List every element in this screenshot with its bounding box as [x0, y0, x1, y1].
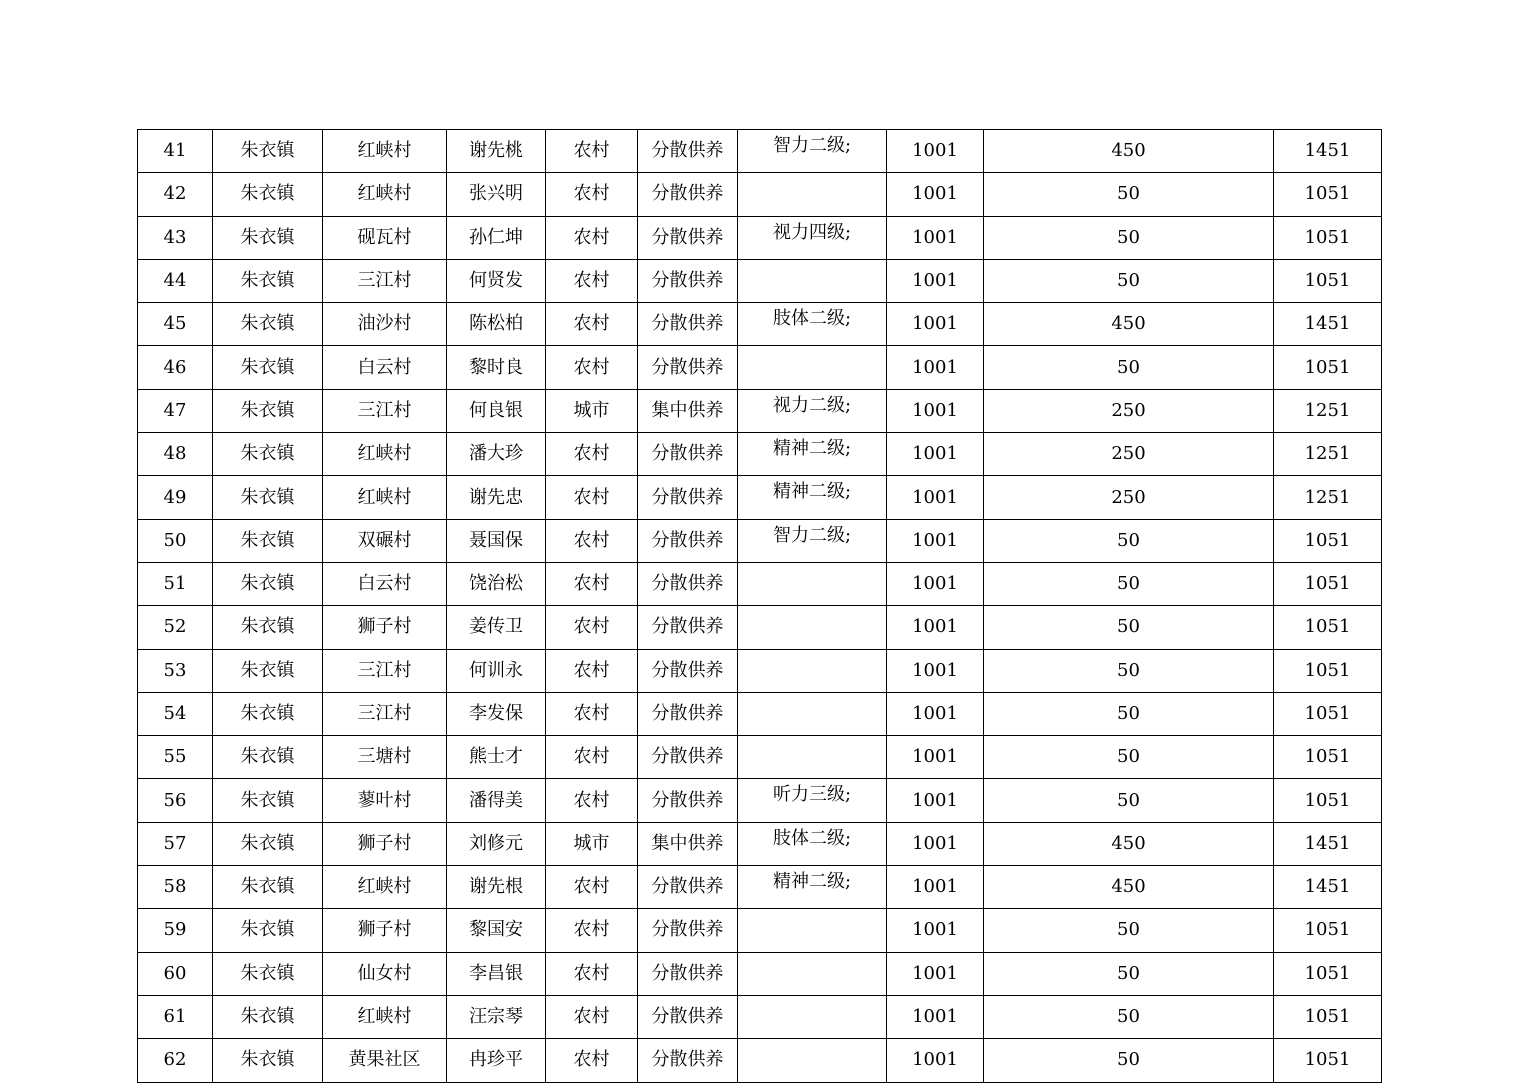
row-number-cell: 44: [138, 259, 213, 302]
subsidy-amount-cell: 250: [984, 476, 1274, 519]
support-type-cell: 分散供养: [638, 606, 738, 649]
name-cell: 潘得美: [447, 779, 546, 822]
table-row: [138, 822, 1382, 865]
support-type-cell: 分散供养: [638, 519, 738, 562]
base-amount-cell: 1001: [887, 346, 984, 389]
name-cell: 潘大珍: [447, 433, 546, 476]
table-body: [138, 130, 1382, 1083]
base-amount-cell: 1001: [887, 909, 984, 952]
subsidy-amount-cell: 450: [984, 130, 1274, 173]
name-cell: 聂国保: [447, 519, 546, 562]
subsidy-amount-cell: 250: [984, 389, 1274, 432]
table-row: [138, 952, 1382, 995]
village-cell: 油沙村: [323, 303, 447, 346]
table-row: [138, 303, 1382, 346]
subsidy-amount-cell: 50: [984, 952, 1274, 995]
total-amount-cell: 1051: [1274, 692, 1382, 735]
table-row: [138, 346, 1382, 389]
village-cell: 狮子村: [323, 606, 447, 649]
subsidy-amount-cell: 50: [984, 779, 1274, 822]
total-amount-cell: 1251: [1274, 476, 1382, 519]
table-row: [138, 476, 1382, 519]
area-type-cell: 农村: [546, 303, 638, 346]
total-amount-cell: 1451: [1274, 303, 1382, 346]
area-type-cell: 农村: [546, 649, 638, 692]
disability-level-cell: [738, 259, 887, 302]
support-type-cell: 分散供养: [638, 216, 738, 259]
name-cell: 黎时良: [447, 346, 546, 389]
village-cell: 三塘村: [323, 736, 447, 779]
table-row: [138, 389, 1382, 432]
disability-level-cell: 肢体二级;: [738, 822, 887, 865]
row-number-cell: 56: [138, 779, 213, 822]
name-cell: 饶治松: [447, 562, 546, 605]
area-type-cell: 农村: [546, 692, 638, 735]
total-amount-cell: 1051: [1274, 562, 1382, 605]
row-number-cell: 54: [138, 692, 213, 735]
subsidy-amount-cell: 50: [984, 259, 1274, 302]
disability-level-cell: 视力二级;: [738, 389, 887, 432]
town-cell: 朱衣镇: [213, 909, 323, 952]
name-cell: 谢先桃: [447, 130, 546, 173]
area-type-cell: 城市: [546, 822, 638, 865]
support-type-cell: 分散供养: [638, 562, 738, 605]
support-type-cell: 分散供养: [638, 303, 738, 346]
total-amount-cell: 1051: [1274, 173, 1382, 216]
name-cell: 汪宗琴: [447, 995, 546, 1038]
row-number-cell: 57: [138, 822, 213, 865]
base-amount-cell: 1001: [887, 303, 984, 346]
support-type-cell: 分散供养: [638, 173, 738, 216]
name-cell: 冉珍平: [447, 1039, 546, 1082]
village-cell: 砚瓦村: [323, 216, 447, 259]
support-type-cell: 分散供养: [638, 346, 738, 389]
row-number-cell: 41: [138, 130, 213, 173]
village-cell: 黄果社区: [323, 1039, 447, 1082]
base-amount-cell: 1001: [887, 779, 984, 822]
support-type-cell: 分散供养: [638, 952, 738, 995]
area-type-cell: 农村: [546, 130, 638, 173]
name-cell: 姜传卫: [447, 606, 546, 649]
base-amount-cell: 1001: [887, 476, 984, 519]
support-type-cell: 分散供养: [638, 995, 738, 1038]
row-number-cell: 62: [138, 1039, 213, 1082]
subsidy-amount-cell: 50: [984, 1039, 1274, 1082]
area-type-cell: 农村: [546, 606, 638, 649]
base-amount-cell: 1001: [887, 866, 984, 909]
name-cell: 黎国安: [447, 909, 546, 952]
support-type-cell: 分散供养: [638, 130, 738, 173]
disability-level-cell: [738, 346, 887, 389]
village-cell: 红峡村: [323, 476, 447, 519]
town-cell: 朱衣镇: [213, 606, 323, 649]
total-amount-cell: 1051: [1274, 606, 1382, 649]
area-type-cell: 农村: [546, 952, 638, 995]
base-amount-cell: 1001: [887, 649, 984, 692]
town-cell: 朱衣镇: [213, 692, 323, 735]
support-type-cell: 分散供养: [638, 779, 738, 822]
total-amount-cell: 1051: [1274, 649, 1382, 692]
disability-level-cell: 智力二级;: [738, 130, 887, 173]
town-cell: 朱衣镇: [213, 562, 323, 605]
row-number-cell: 61: [138, 995, 213, 1038]
support-type-cell: 分散供养: [638, 692, 738, 735]
total-amount-cell: 1051: [1274, 736, 1382, 779]
base-amount-cell: 1001: [887, 216, 984, 259]
total-amount-cell: 1451: [1274, 822, 1382, 865]
area-type-cell: 农村: [546, 562, 638, 605]
disability-level-cell: 智力二级;: [738, 519, 887, 562]
subsidy-amount-cell: 50: [984, 736, 1274, 779]
table-row: [138, 216, 1382, 259]
village-cell: 红峡村: [323, 995, 447, 1038]
base-amount-cell: 1001: [887, 995, 984, 1038]
base-amount-cell: 1001: [887, 519, 984, 562]
total-amount-cell: 1051: [1274, 995, 1382, 1038]
support-type-cell: 分散供养: [638, 866, 738, 909]
disability-level-cell: [738, 173, 887, 216]
name-cell: 刘修元: [447, 822, 546, 865]
row-number-cell: 59: [138, 909, 213, 952]
name-cell: 熊士才: [447, 736, 546, 779]
village-cell: 白云村: [323, 562, 447, 605]
total-amount-cell: 1051: [1274, 259, 1382, 302]
town-cell: 朱衣镇: [213, 433, 323, 476]
disability-level-cell: [738, 995, 887, 1038]
base-amount-cell: 1001: [887, 433, 984, 476]
base-amount-cell: 1001: [887, 952, 984, 995]
subsidy-amount-cell: 50: [984, 692, 1274, 735]
table-row: [138, 649, 1382, 692]
subsidy-amount-cell: 50: [984, 519, 1274, 562]
village-cell: 红峡村: [323, 173, 447, 216]
row-number-cell: 52: [138, 606, 213, 649]
subsidy-amount-cell: 450: [984, 303, 1274, 346]
village-cell: 白云村: [323, 346, 447, 389]
support-type-cell: 分散供养: [638, 259, 738, 302]
disability-level-cell: 听力三级;: [738, 779, 887, 822]
total-amount-cell: 1051: [1274, 519, 1382, 562]
total-amount-cell: 1051: [1274, 216, 1382, 259]
disability-level-cell: 视力四级;: [738, 216, 887, 259]
town-cell: 朱衣镇: [213, 866, 323, 909]
area-type-cell: 农村: [546, 346, 638, 389]
row-number-cell: 45: [138, 303, 213, 346]
base-amount-cell: 1001: [887, 606, 984, 649]
row-number-cell: 50: [138, 519, 213, 562]
row-number-cell: 48: [138, 433, 213, 476]
total-amount-cell: 1051: [1274, 779, 1382, 822]
town-cell: 朱衣镇: [213, 995, 323, 1038]
table-row: [138, 519, 1382, 562]
disability-level-cell: [738, 649, 887, 692]
table-row: [138, 779, 1382, 822]
disability-level-cell: [738, 692, 887, 735]
base-amount-cell: 1001: [887, 736, 984, 779]
base-amount-cell: 1001: [887, 1039, 984, 1082]
table-row: [138, 259, 1382, 302]
town-cell: 朱衣镇: [213, 130, 323, 173]
disability-level-cell: [738, 562, 887, 605]
town-cell: 朱衣镇: [213, 346, 323, 389]
total-amount-cell: 1051: [1274, 1039, 1382, 1082]
row-number-cell: 49: [138, 476, 213, 519]
subsidy-amount-cell: 450: [984, 866, 1274, 909]
area-type-cell: 农村: [546, 1039, 638, 1082]
support-type-cell: 分散供养: [638, 909, 738, 952]
name-cell: 何训永: [447, 649, 546, 692]
village-cell: 仙女村: [323, 952, 447, 995]
support-type-cell: 分散供养: [638, 476, 738, 519]
table-row: [138, 995, 1382, 1038]
village-cell: 红峡村: [323, 130, 447, 173]
base-amount-cell: 1001: [887, 389, 984, 432]
area-type-cell: 农村: [546, 259, 638, 302]
area-type-cell: 农村: [546, 866, 638, 909]
town-cell: 朱衣镇: [213, 519, 323, 562]
disability-level-cell: [738, 952, 887, 995]
village-cell: 红峡村: [323, 866, 447, 909]
table-row: [138, 736, 1382, 779]
name-cell: 陈松柏: [447, 303, 546, 346]
name-cell: 何良银: [447, 389, 546, 432]
area-type-cell: 农村: [546, 995, 638, 1038]
subsidy-amount-cell: 250: [984, 433, 1274, 476]
support-type-cell: 分散供养: [638, 649, 738, 692]
disability-level-cell: 精神二级;: [738, 866, 887, 909]
name-cell: 张兴明: [447, 173, 546, 216]
village-cell: 蓼叶村: [323, 779, 447, 822]
table-row: [138, 606, 1382, 649]
town-cell: 朱衣镇: [213, 649, 323, 692]
village-cell: 三江村: [323, 692, 447, 735]
support-type-cell: 集中供养: [638, 389, 738, 432]
disability-level-cell: [738, 606, 887, 649]
town-cell: 朱衣镇: [213, 303, 323, 346]
town-cell: 朱衣镇: [213, 1039, 323, 1082]
row-number-cell: 46: [138, 346, 213, 389]
village-cell: 双碾村: [323, 519, 447, 562]
subsidy-amount-cell: 50: [984, 649, 1274, 692]
area-type-cell: 农村: [546, 433, 638, 476]
name-cell: 李发保: [447, 692, 546, 735]
table-row: [138, 909, 1382, 952]
row-number-cell: 42: [138, 173, 213, 216]
row-number-cell: 51: [138, 562, 213, 605]
town-cell: 朱衣镇: [213, 822, 323, 865]
row-number-cell: 55: [138, 736, 213, 779]
village-cell: 三江村: [323, 259, 447, 302]
name-cell: 何贤发: [447, 259, 546, 302]
area-type-cell: 城市: [546, 389, 638, 432]
row-number-cell: 60: [138, 952, 213, 995]
table-row: [138, 866, 1382, 909]
base-amount-cell: 1001: [887, 562, 984, 605]
town-cell: 朱衣镇: [213, 173, 323, 216]
name-cell: 孙仁坤: [447, 216, 546, 259]
data-table: [137, 129, 1382, 1083]
town-cell: 朱衣镇: [213, 779, 323, 822]
disability-level-cell: 肢体二级;: [738, 303, 887, 346]
total-amount-cell: 1251: [1274, 389, 1382, 432]
table-row: [138, 130, 1382, 173]
town-cell: 朱衣镇: [213, 476, 323, 519]
row-number-cell: 43: [138, 216, 213, 259]
table-row: [138, 562, 1382, 605]
village-cell: 红峡村: [323, 433, 447, 476]
base-amount-cell: 1001: [887, 259, 984, 302]
subsidy-amount-cell: 50: [984, 606, 1274, 649]
disability-level-cell: 精神二级;: [738, 433, 887, 476]
row-number-cell: 58: [138, 866, 213, 909]
table-row: [138, 692, 1382, 735]
base-amount-cell: 1001: [887, 173, 984, 216]
town-cell: 朱衣镇: [213, 952, 323, 995]
area-type-cell: 农村: [546, 779, 638, 822]
total-amount-cell: 1451: [1274, 130, 1382, 173]
support-type-cell: 分散供养: [638, 433, 738, 476]
area-type-cell: 农村: [546, 173, 638, 216]
total-amount-cell: 1051: [1274, 952, 1382, 995]
subsidy-amount-cell: 450: [984, 822, 1274, 865]
total-amount-cell: 1251: [1274, 433, 1382, 476]
village-cell: 三江村: [323, 649, 447, 692]
table-row: [138, 1039, 1382, 1082]
village-cell: 三江村: [323, 389, 447, 432]
name-cell: 谢先忠: [447, 476, 546, 519]
table-row: [138, 433, 1382, 476]
area-type-cell: 农村: [546, 476, 638, 519]
disability-level-cell: 精神二级;: [738, 476, 887, 519]
village-cell: 狮子村: [323, 909, 447, 952]
subsidy-amount-cell: 50: [984, 909, 1274, 952]
village-cell: 狮子村: [323, 822, 447, 865]
town-cell: 朱衣镇: [213, 736, 323, 779]
support-type-cell: 分散供养: [638, 1039, 738, 1082]
town-cell: 朱衣镇: [213, 216, 323, 259]
base-amount-cell: 1001: [887, 822, 984, 865]
disability-level-cell: [738, 909, 887, 952]
subsidy-amount-cell: 50: [984, 562, 1274, 605]
subsidy-amount-cell: 50: [984, 995, 1274, 1038]
town-cell: 朱衣镇: [213, 389, 323, 432]
area-type-cell: 农村: [546, 736, 638, 779]
name-cell: 谢先根: [447, 866, 546, 909]
area-type-cell: 农村: [546, 216, 638, 259]
row-number-cell: 53: [138, 649, 213, 692]
support-type-cell: 分散供养: [638, 736, 738, 779]
total-amount-cell: 1051: [1274, 346, 1382, 389]
table-row: [138, 173, 1382, 216]
disability-level-cell: [738, 1039, 887, 1082]
base-amount-cell: 1001: [887, 692, 984, 735]
subsidy-amount-cell: 50: [984, 346, 1274, 389]
town-cell: 朱衣镇: [213, 259, 323, 302]
base-amount-cell: 1001: [887, 130, 984, 173]
subsidy-amount-cell: 50: [984, 216, 1274, 259]
total-amount-cell: 1051: [1274, 909, 1382, 952]
row-number-cell: 47: [138, 389, 213, 432]
subsidy-amount-cell: 50: [984, 173, 1274, 216]
support-type-cell: 集中供养: [638, 822, 738, 865]
name-cell: 李昌银: [447, 952, 546, 995]
disability-level-cell: [738, 736, 887, 779]
total-amount-cell: 1451: [1274, 866, 1382, 909]
area-type-cell: 农村: [546, 909, 638, 952]
area-type-cell: 农村: [546, 519, 638, 562]
